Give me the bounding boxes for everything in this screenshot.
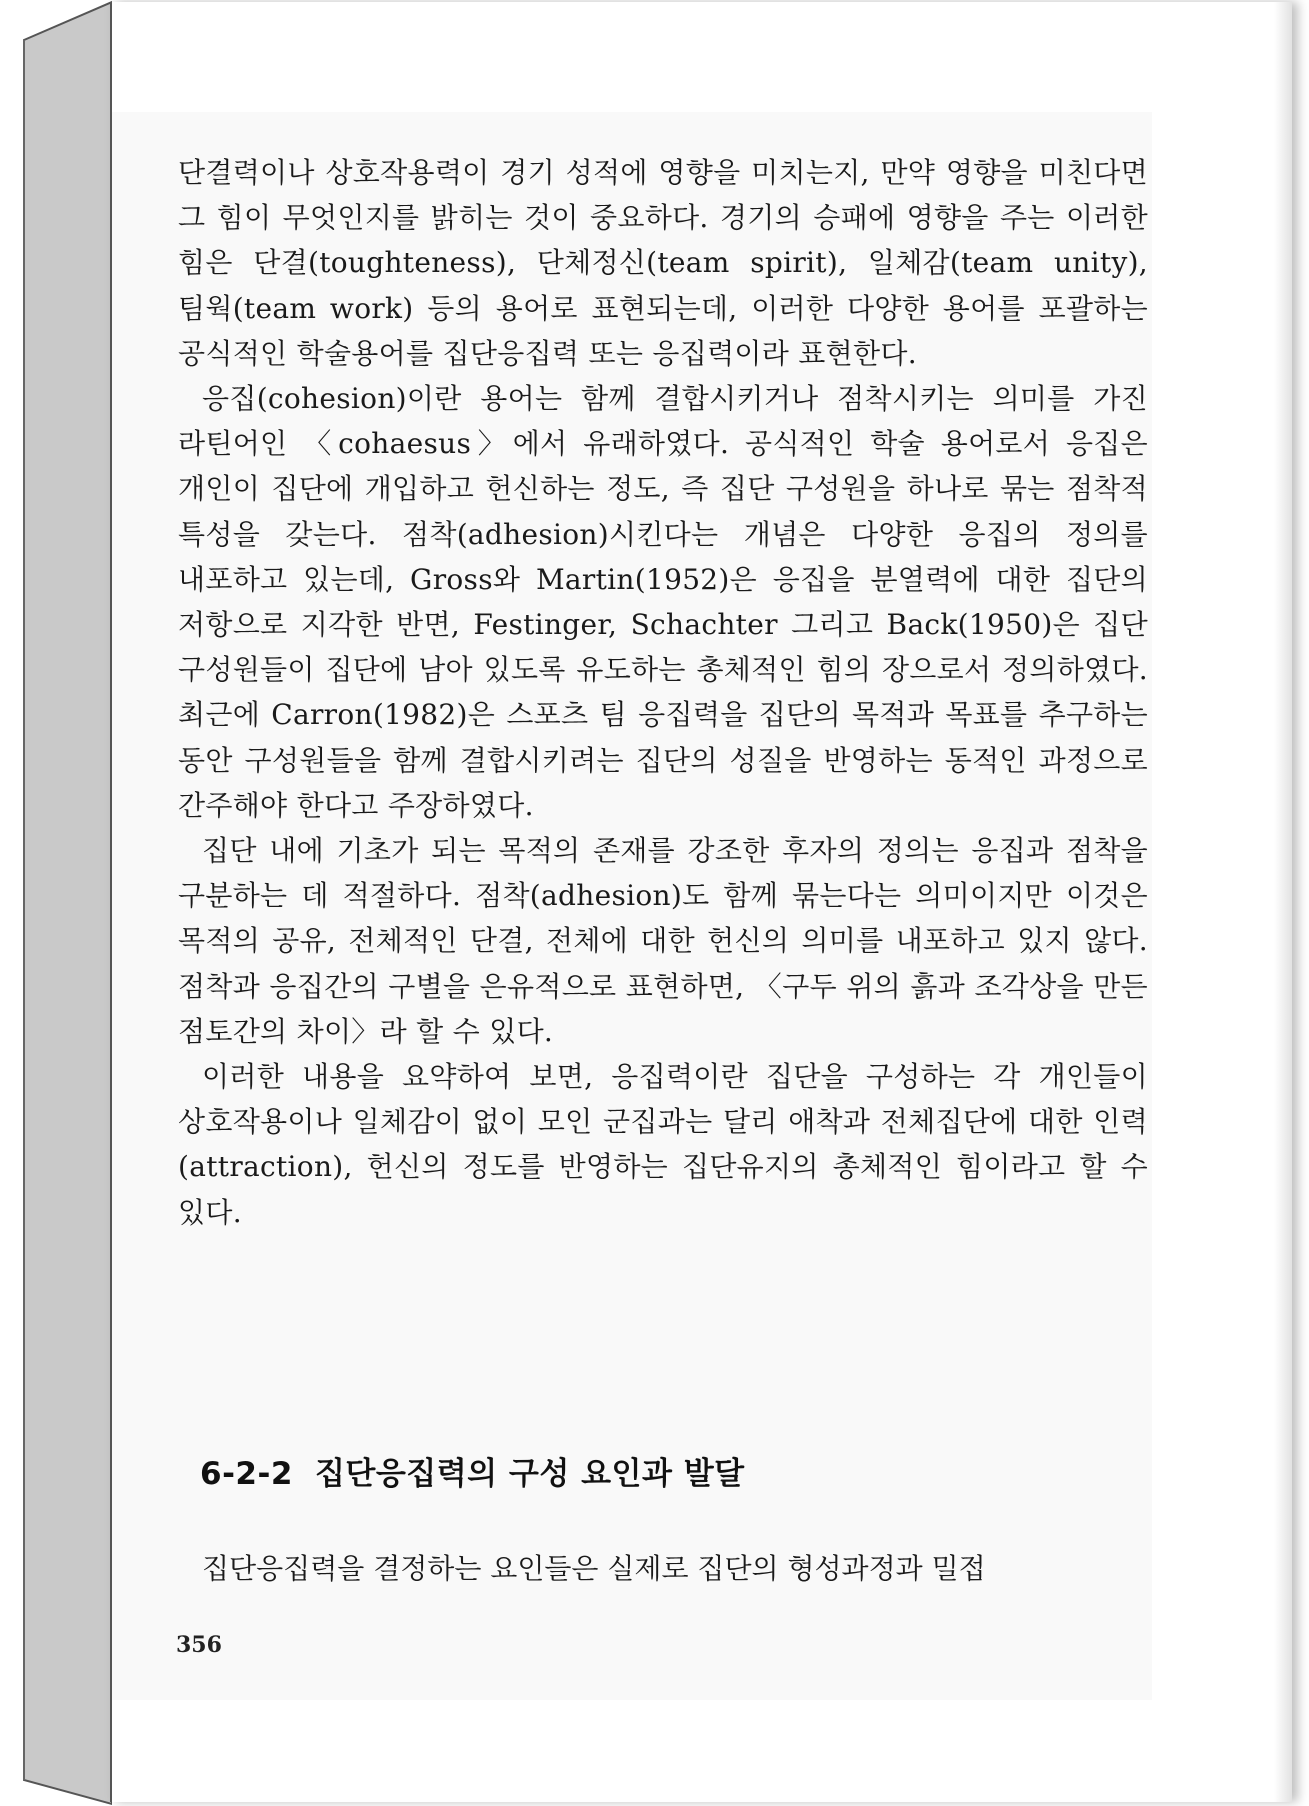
section-number: 6-2-2 xyxy=(200,1456,293,1492)
paragraph-3: 집단 내에 기초가 되는 목적의 존재를 강조한 후자의 정의는 응집과 점착을 구분하는 데 적절하다. 점착(adhesion)도 함께 묶는다는 의미이지만 이것은 목적의 공유, 전체적인 단결, 전체에 대한 헌신의 의미를 내포하고 있지 않다. 점착과 응집간의 구별을 은유적으로 표현하면, 〈구두 위의 흙과 조각상을 만든 점토간의 차이〉라 할 수 있다. xyxy=(178,834,1148,1048)
body-text xyxy=(178,150,1148,1235)
paragraph-1: 단결력이나 상호작용력이 경기 성적에 영향을 미치는지, 만약 영향을 미친다면 그 힘이 무엇인지를 밝히는 것이 중요하다. 경기의 승패에 영향을 주는 이러한 힘은 단결(toughteness), 단체정신(team spirit), 일체감(team unity), 팀웍(team work) 등의 용어로 표현되는데, 이러한 다양한 용어를 포괄하는 공식적인 학술용어를 집단응집력 또는 응집력이라 표현한다. xyxy=(178,156,1148,370)
book-spine xyxy=(0,0,112,1806)
paragraph-5: 집단응집력을 결정하는 요인들은 실제로 집단의 형성과정과 밀접 xyxy=(202,1552,986,1585)
page-edge-shadow xyxy=(1274,2,1292,1802)
section-title: 집단응집력의 구성 요인과 발달 xyxy=(314,1456,745,1492)
paragraph-2: 응집(cohesion)이란 용어는 함께 결합시키거나 점착시키는 의미를 가진 라틴어인 〈cohaesus〉에서 유래하였다. 공식적인 학술 용어로서 응집은 개인이 집단에 개입하고 헌신하는 정도, 즉 집단 구성원을 하나로 묶는 점착적 특성을 갖는다. 점착(adhesion)시킨다는 개념은 다양한 응집의 정의를 내포하고 있는데, Gross와 Martin(1952)은 응집을 분열력에 대한 집단의 저항으로 지각한 반면, Festinger, Schachter 그리고 Back(1950)은 집단 구성원들이 집단에 남아 있도록 유도하는 총체적인 힘의 장으로서 정의하였다. 최근에 Carron(1982)은 스포츠 팀 응집력을 집단의 목적과 목표를 추구하는 동안 구성원들을 함께 결합시키려는 집단의 성질을 반영하는 동적인 과정으로 간주해야 한다고 주장하였다. xyxy=(178,382,1148,822)
paragraph-4: 이러한 내용을 요약하여 보면, 응집력이란 집단을 구성하는 각 개인들이 상호작용이나 일체감이 없이 모인 군집과는 달리 애착과 전체집단에 대한 인력(attraction), 헌신의 정도를 반영하는 집단유지의 총체적인 힘이라고 할 수 있다. xyxy=(178,1060,1148,1229)
section-heading xyxy=(200,1448,745,1493)
page-number: 356 xyxy=(176,1632,222,1658)
